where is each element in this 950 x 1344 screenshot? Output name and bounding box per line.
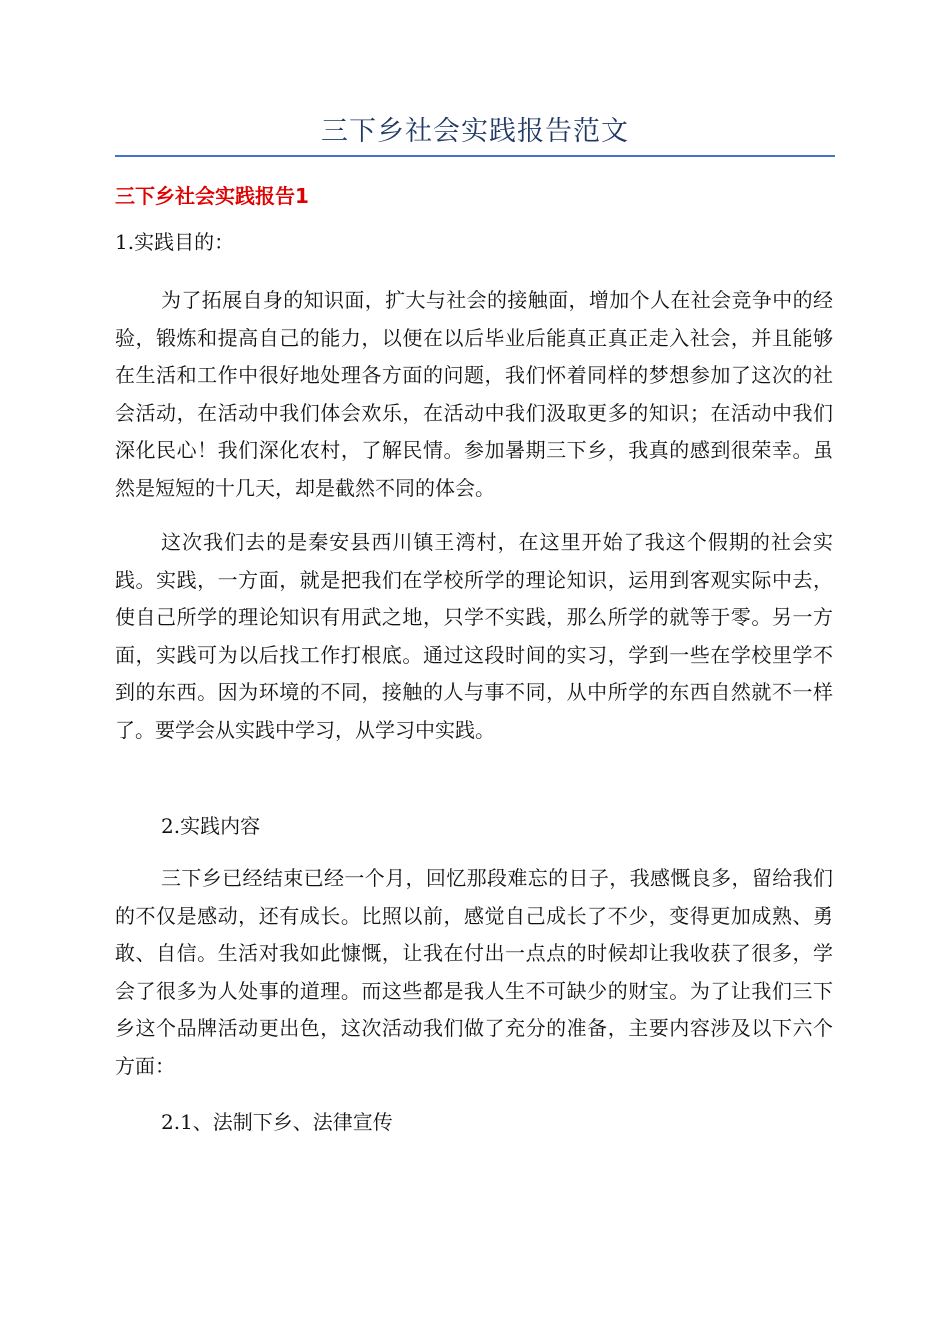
paragraph-purpose: 为了拓展自身的知识面，扩大与社会的接触面，增加个人在社会竞争中的经验，锻炼和提高自己的能力，以便在以后毕业后能真正真正走入社会，并且能够在生活和工作中很好地处理各方面的问题，我们怀着同样的梦想参加了这次的社会活动，在活动中我们体会欢乐，在活动中我们汲取更多的知识；在活动中我们深化民心！我们深化农村，了解民情。参加暑期三下乡，我真的感到很荣幸。虽然是短短的十几天，却是截然不同的体会。 (115, 288, 833, 500)
paragraph-content: 三下乡已经结束已经一个月，回忆那段难忘的日子，我感慨良多，留给我们的不仅是感动，还有成长。比照以前，感觉自己成长了不少，变得更加成熟、勇敢、自信。生活对我如此慷慨，让我在付出一点点的时候却让我收获了很多，学会了很多为人处事的道理。而这些都是我人生不可缺少的财宝。为了让我们三下乡这个品牌活动更出色，这次活动我们做了充分的准备，主要内容涉及以下六个方面： (115, 866, 833, 1078)
subheading-legal-promotion: 2.1、法制下乡、法律宣传 (161, 1110, 393, 1134)
section-heading: 三下乡社会实践报告1 (115, 184, 309, 208)
paragraph-location: 这次我们去的是秦安县西川镇王湾村，在这里开始了我这个假期的社会实践。实践，一方面，就是把我们在学校所学的理论知识，运用到客观实际中去，使自己所学的理论知识有用武之地，只学不实践，那么所学的就等于零。另一方面，实践可为以后找工作打根底。通过这段时间的实习，学到一些在学校里学不到的东西。因为环境的不同，接触的人与事不同，从中所学的东西自然就不一样了。要学会从实践中学习，从学习中实践。 (115, 530, 833, 742)
subheading-practice-purpose: 1.实践目的： (115, 230, 235, 254)
subheading-practice-content: 2.实践内容 (161, 814, 261, 838)
title-underline (115, 155, 835, 157)
document-title: 三下乡社会实践报告范文 (321, 116, 629, 147)
